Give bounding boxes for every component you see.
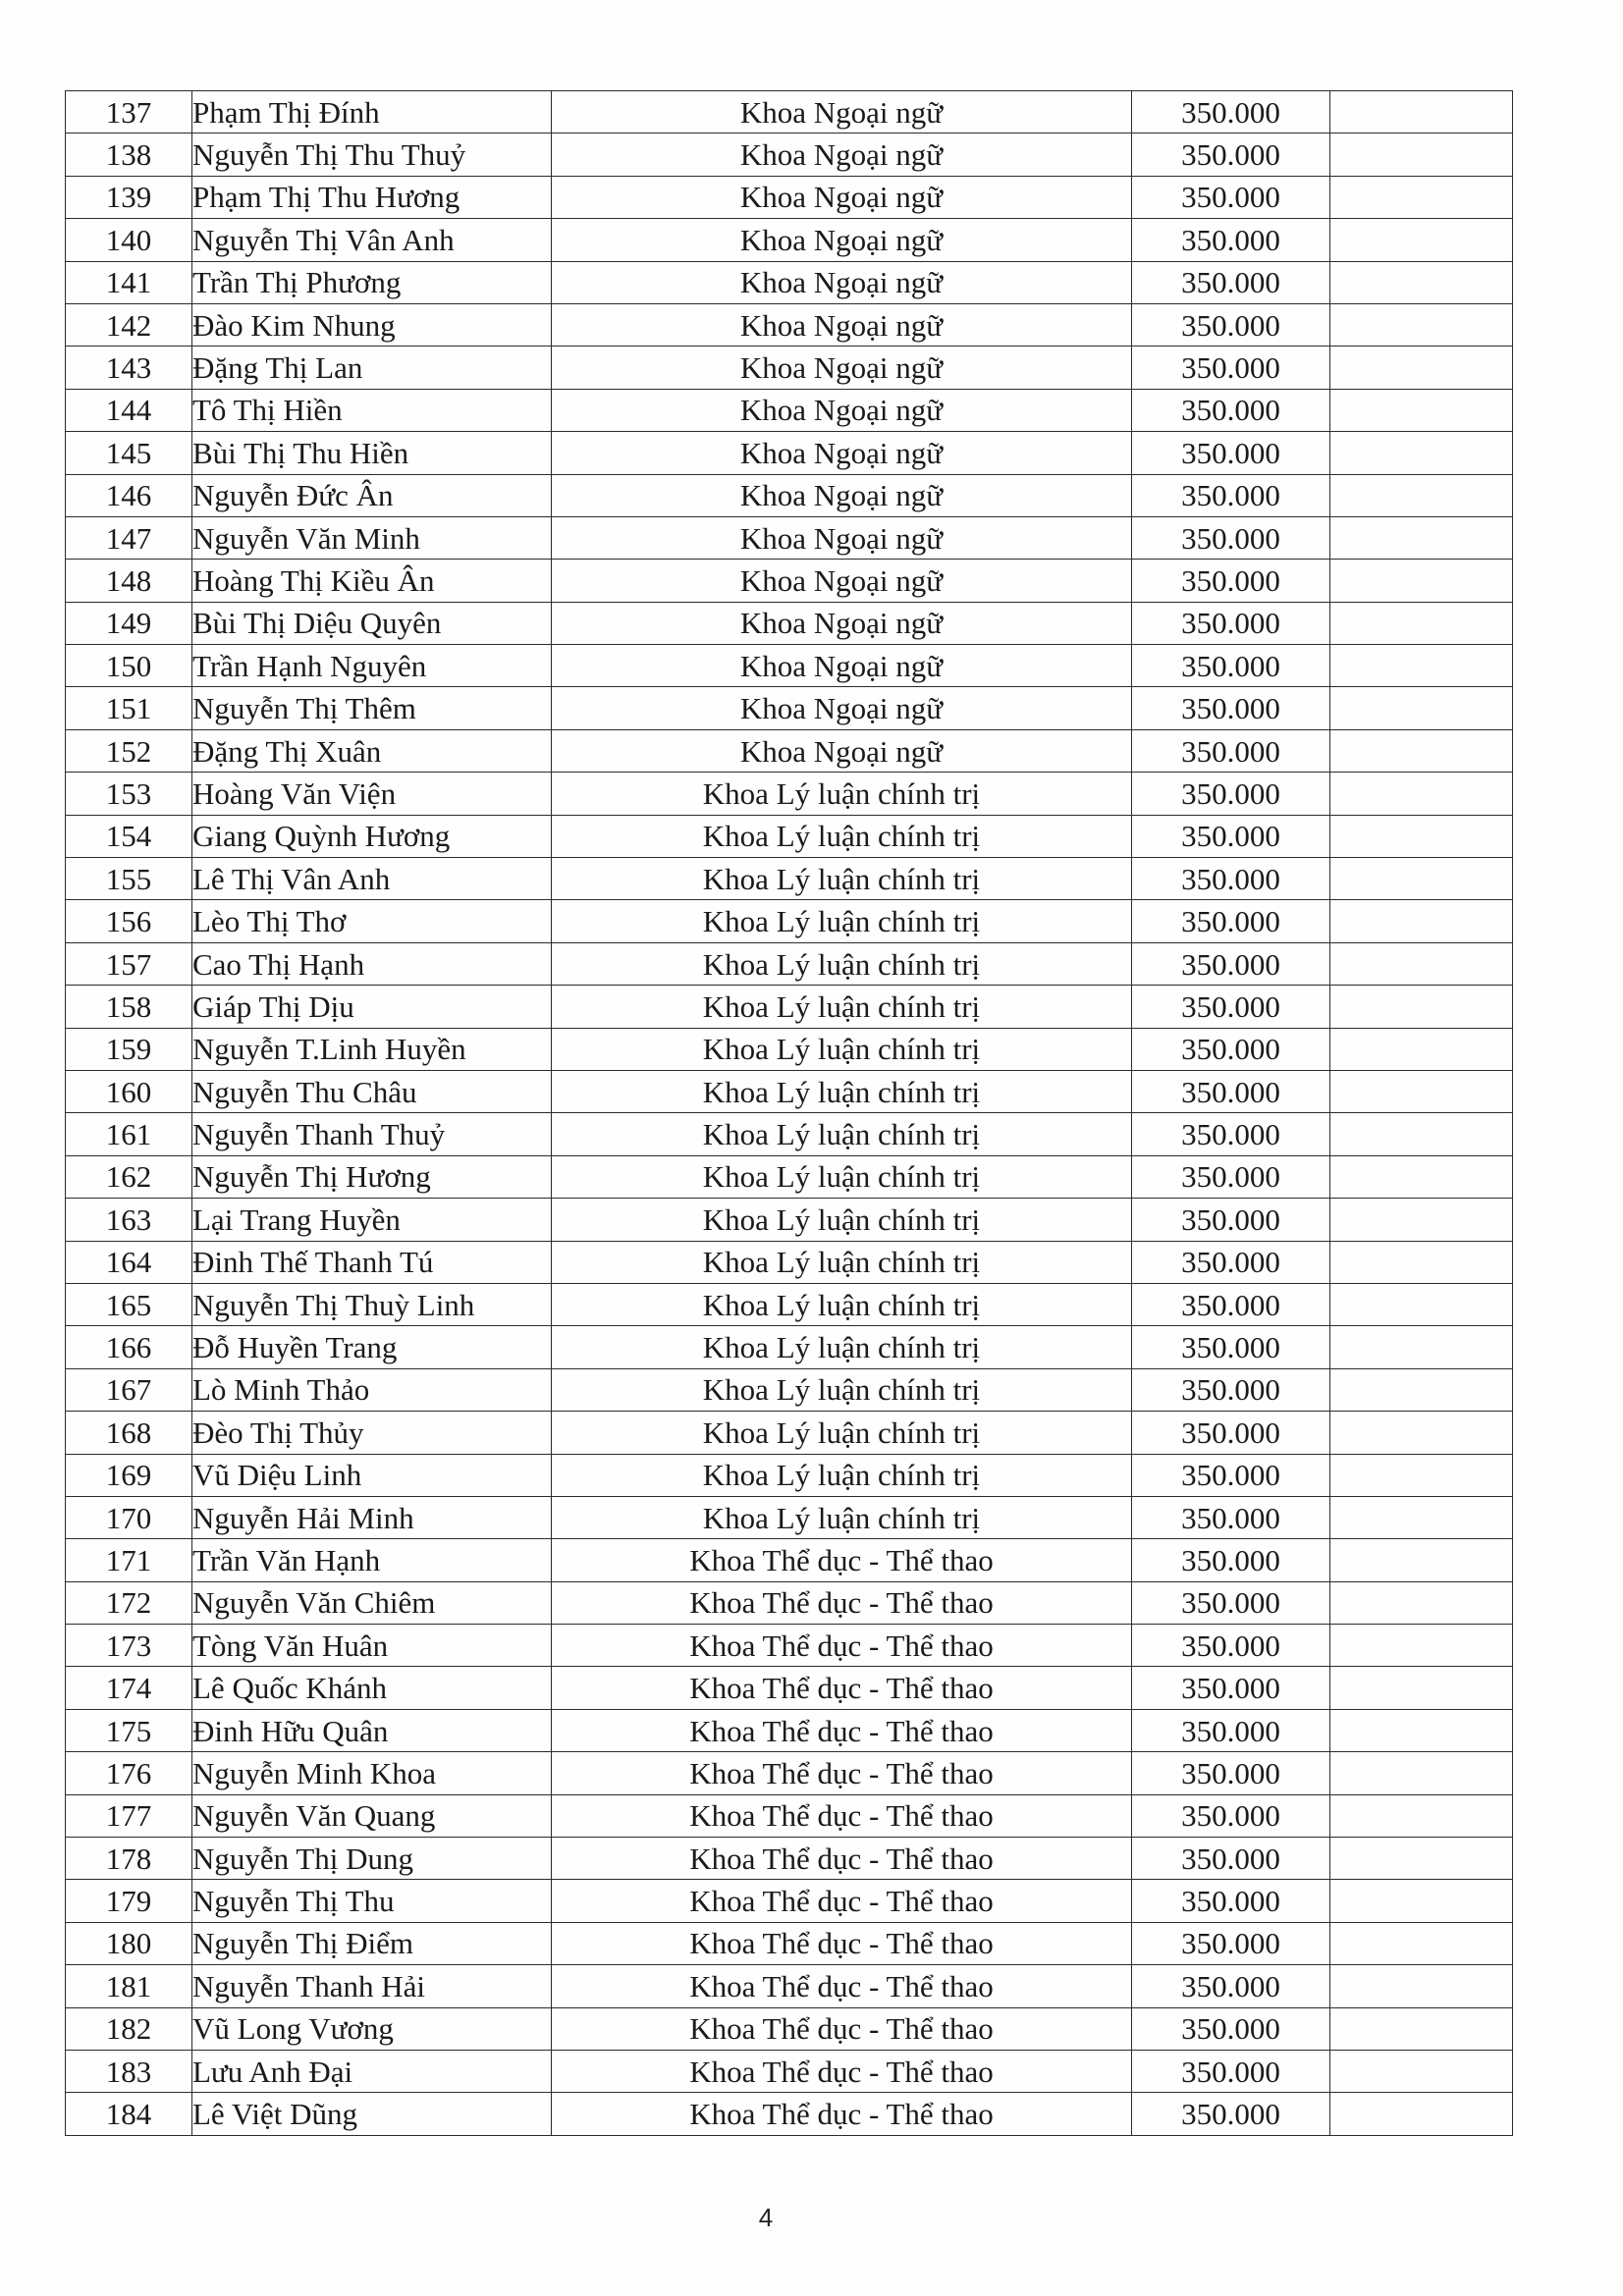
signature-cell bbox=[1330, 303, 1513, 346]
row-number-cell: 144 bbox=[66, 389, 192, 431]
row-number-cell: 147 bbox=[66, 516, 192, 559]
signature-cell bbox=[1330, 1667, 1513, 1709]
amount-cell: 350.000 bbox=[1132, 91, 1330, 133]
table-row bbox=[66, 474, 1513, 516]
department-cell: Khoa Thể dục - Thể thao bbox=[552, 2093, 1132, 2135]
department-cell: Khoa Thể dục - Thể thao bbox=[552, 1838, 1132, 1880]
amount-cell: 350.000 bbox=[1132, 1581, 1330, 1624]
department-cell: Khoa Lý luận chính trị bbox=[552, 942, 1132, 985]
row-number-cell: 175 bbox=[66, 1709, 192, 1751]
row-number-cell: 156 bbox=[66, 900, 192, 942]
table-row bbox=[66, 1581, 1513, 1624]
table-row bbox=[66, 1880, 1513, 1922]
row-number-cell: 165 bbox=[66, 1283, 192, 1325]
table-row bbox=[66, 1326, 1513, 1368]
staff-name-cell: Lại Trang Huyền bbox=[192, 1199, 552, 1241]
department-cell: Khoa Thể dục - Thể thao bbox=[552, 1581, 1132, 1624]
row-number-cell: 139 bbox=[66, 176, 192, 218]
amount-cell: 350.000 bbox=[1132, 176, 1330, 218]
signature-cell bbox=[1330, 2093, 1513, 2135]
row-number-cell: 181 bbox=[66, 1965, 192, 2007]
table-row bbox=[66, 347, 1513, 389]
table-row bbox=[66, 815, 1513, 857]
amount-cell: 350.000 bbox=[1132, 219, 1330, 261]
signature-cell bbox=[1330, 474, 1513, 516]
amount-cell: 350.000 bbox=[1132, 815, 1330, 857]
staff-name-cell: Đinh Thế Thanh Tú bbox=[192, 1241, 552, 1283]
amount-cell: 350.000 bbox=[1132, 560, 1330, 602]
table-row bbox=[66, 1368, 1513, 1411]
staff-name-cell: Đào Kim Nhung bbox=[192, 303, 552, 346]
table-row bbox=[66, 1709, 1513, 1751]
department-cell: Khoa Ngoại ngữ bbox=[552, 347, 1132, 389]
staff-name-cell: Vũ Long Vương bbox=[192, 2007, 552, 2050]
row-number-cell: 177 bbox=[66, 1794, 192, 1837]
staff-name-cell: Đặng Thị Lan bbox=[192, 347, 552, 389]
row-number-cell: 149 bbox=[66, 602, 192, 644]
department-cell: Khoa Lý luận chính trị bbox=[552, 1454, 1132, 1496]
department-cell: Khoa Ngoại ngữ bbox=[552, 219, 1132, 261]
amount-cell: 350.000 bbox=[1132, 1922, 1330, 1964]
department-cell: Khoa Lý luận chính trị bbox=[552, 773, 1132, 815]
department-cell: Khoa Lý luận chính trị bbox=[552, 1412, 1132, 1454]
staff-name-cell: Đinh Hữu Quân bbox=[192, 1709, 552, 1751]
amount-cell: 350.000 bbox=[1132, 347, 1330, 389]
department-cell: Khoa Lý luận chính trị bbox=[552, 900, 1132, 942]
row-number-cell: 152 bbox=[66, 729, 192, 772]
staff-name-cell: Vũ Diệu Linh bbox=[192, 1454, 552, 1496]
staff-name-cell: Nguyễn Thị Thu Thuỷ bbox=[192, 133, 552, 176]
department-cell: Khoa Lý luận chính trị bbox=[552, 1368, 1132, 1411]
table-row bbox=[66, 1752, 1513, 1794]
table-row bbox=[66, 560, 1513, 602]
signature-cell bbox=[1330, 602, 1513, 644]
amount-cell: 350.000 bbox=[1132, 858, 1330, 900]
table-row bbox=[66, 858, 1513, 900]
table-row bbox=[66, 389, 1513, 431]
department-cell: Khoa Lý luận chính trị bbox=[552, 1028, 1132, 1070]
amount-cell: 350.000 bbox=[1132, 1454, 1330, 1496]
signature-cell bbox=[1330, 1199, 1513, 1241]
row-number-cell: 158 bbox=[66, 986, 192, 1028]
signature-cell bbox=[1330, 645, 1513, 687]
signature-cell bbox=[1330, 389, 1513, 431]
row-number-cell: 145 bbox=[66, 432, 192, 474]
department-cell: Khoa Ngoại ngữ bbox=[552, 474, 1132, 516]
staff-name-cell: Nguyễn Văn Quang bbox=[192, 1794, 552, 1837]
staff-name-cell: Bùi Thị Thu Hiền bbox=[192, 432, 552, 474]
amount-cell: 350.000 bbox=[1132, 1965, 1330, 2007]
amount-cell: 350.000 bbox=[1132, 1539, 1330, 1581]
signature-cell bbox=[1330, 1838, 1513, 1880]
page-number: 4 bbox=[758, 2203, 774, 2232]
signature-cell bbox=[1330, 1922, 1513, 1964]
signature-cell bbox=[1330, 1113, 1513, 1155]
signature-cell bbox=[1330, 729, 1513, 772]
table-row bbox=[66, 1794, 1513, 1837]
table-row bbox=[66, 645, 1513, 687]
amount-cell: 350.000 bbox=[1132, 773, 1330, 815]
amount-cell: 350.000 bbox=[1132, 2093, 1330, 2135]
table-row bbox=[66, 1241, 1513, 1283]
department-cell: Khoa Ngoại ngữ bbox=[552, 389, 1132, 431]
staff-name-cell: Nguyễn Thanh Thuỷ bbox=[192, 1113, 552, 1155]
staff-name-cell: Lê Quốc Khánh bbox=[192, 1667, 552, 1709]
department-cell: Khoa Thể dục - Thể thao bbox=[552, 1965, 1132, 2007]
row-number-cell: 176 bbox=[66, 1752, 192, 1794]
table-row bbox=[66, 91, 1513, 133]
row-number-cell: 155 bbox=[66, 858, 192, 900]
department-cell: Khoa Thể dục - Thể thao bbox=[552, 2050, 1132, 2092]
staff-name-cell: Bùi Thị Diệu Quyên bbox=[192, 602, 552, 644]
signature-cell bbox=[1330, 516, 1513, 559]
staff-name-cell: Nguyễn Văn Minh bbox=[192, 516, 552, 559]
signature-cell bbox=[1330, 176, 1513, 218]
table-row bbox=[66, 432, 1513, 474]
row-number-cell: 169 bbox=[66, 1454, 192, 1496]
staff-name-cell: Giáp Thị Dịu bbox=[192, 986, 552, 1028]
table-row bbox=[66, 687, 1513, 729]
signature-cell bbox=[1330, 1752, 1513, 1794]
staff-name-cell: Nguyễn Thị Thuỳ Linh bbox=[192, 1283, 552, 1325]
signature-cell bbox=[1330, 1709, 1513, 1751]
table-row bbox=[66, 1028, 1513, 1070]
row-number-cell: 170 bbox=[66, 1496, 192, 1538]
signature-cell bbox=[1330, 560, 1513, 602]
staff-name-cell: Lê Thị Vân Anh bbox=[192, 858, 552, 900]
table-row bbox=[66, 516, 1513, 559]
table-row bbox=[66, 1155, 1513, 1198]
row-number-cell: 182 bbox=[66, 2007, 192, 2050]
signature-cell bbox=[1330, 2007, 1513, 2050]
amount-cell: 350.000 bbox=[1132, 645, 1330, 687]
staff-name-cell: Phạm Thị Thu Hương bbox=[192, 176, 552, 218]
signature-cell bbox=[1330, 986, 1513, 1028]
table-row bbox=[66, 942, 1513, 985]
staff-name-cell: Nguyễn T.Linh Huyền bbox=[192, 1028, 552, 1070]
amount-cell: 350.000 bbox=[1132, 1283, 1330, 1325]
staff-name-cell: Nguyễn Thị Thu bbox=[192, 1880, 552, 1922]
signature-cell bbox=[1330, 133, 1513, 176]
table-row bbox=[66, 1496, 1513, 1538]
amount-cell: 350.000 bbox=[1132, 389, 1330, 431]
staff-name-cell: Hoàng Văn Viện bbox=[192, 773, 552, 815]
department-cell: Khoa Thể dục - Thể thao bbox=[552, 1539, 1132, 1581]
signature-cell bbox=[1330, 261, 1513, 303]
row-number-cell: 140 bbox=[66, 219, 192, 261]
amount-cell: 350.000 bbox=[1132, 1028, 1330, 1070]
table-row bbox=[66, 1199, 1513, 1241]
table-row bbox=[66, 1965, 1513, 2007]
row-number-cell: 179 bbox=[66, 1880, 192, 1922]
staff-name-cell: Phạm Thị Đính bbox=[192, 91, 552, 133]
amount-cell: 350.000 bbox=[1132, 261, 1330, 303]
table-row bbox=[66, 1070, 1513, 1112]
department-cell: Khoa Lý luận chính trị bbox=[552, 1199, 1132, 1241]
row-number-cell: 184 bbox=[66, 2093, 192, 2135]
department-cell: Khoa Ngoại ngữ bbox=[552, 303, 1132, 346]
signature-cell bbox=[1330, 219, 1513, 261]
amount-cell: 350.000 bbox=[1132, 1667, 1330, 1709]
department-cell: Khoa Lý luận chính trị bbox=[552, 986, 1132, 1028]
amount-cell: 350.000 bbox=[1132, 1838, 1330, 1880]
staff-name-cell: Lê Việt Dũng bbox=[192, 2093, 552, 2135]
staff-name-cell: Nguyễn Đức Ân bbox=[192, 474, 552, 516]
department-cell: Khoa Lý luận chính trị bbox=[552, 858, 1132, 900]
table-row bbox=[66, 1113, 1513, 1155]
row-number-cell: 150 bbox=[66, 645, 192, 687]
row-number-cell: 163 bbox=[66, 1199, 192, 1241]
table-row bbox=[66, 1539, 1513, 1581]
signature-cell bbox=[1330, 347, 1513, 389]
amount-cell: 350.000 bbox=[1132, 687, 1330, 729]
row-number-cell: 178 bbox=[66, 1838, 192, 1880]
department-cell: Khoa Ngoại ngữ bbox=[552, 602, 1132, 644]
table-row bbox=[66, 1625, 1513, 1667]
row-number-cell: 157 bbox=[66, 942, 192, 985]
amount-cell: 350.000 bbox=[1132, 1412, 1330, 1454]
table-row bbox=[66, 2007, 1513, 2050]
staff-name-cell: Nguyễn Thị Điểm bbox=[192, 1922, 552, 1964]
table-row bbox=[66, 2050, 1513, 2092]
signature-cell bbox=[1330, 91, 1513, 133]
department-cell: Khoa Ngoại ngữ bbox=[552, 687, 1132, 729]
signature-cell bbox=[1330, 1794, 1513, 1837]
amount-cell: 350.000 bbox=[1132, 516, 1330, 559]
signature-cell bbox=[1330, 1368, 1513, 1411]
row-number-cell: 173 bbox=[66, 1625, 192, 1667]
signature-cell bbox=[1330, 1454, 1513, 1496]
signature-cell bbox=[1330, 1625, 1513, 1667]
amount-cell: 350.000 bbox=[1132, 1709, 1330, 1751]
signature-cell bbox=[1330, 1581, 1513, 1624]
department-cell: Khoa Thể dục - Thể thao bbox=[552, 2007, 1132, 2050]
amount-cell: 350.000 bbox=[1132, 133, 1330, 176]
staff-name-cell: Trần Hạnh Nguyên bbox=[192, 645, 552, 687]
amount-cell: 350.000 bbox=[1132, 1794, 1330, 1837]
department-cell: Khoa Ngoại ngữ bbox=[552, 261, 1132, 303]
staff-name-cell: Nguyễn Thị Dung bbox=[192, 1838, 552, 1880]
department-cell: Khoa Lý luận chính trị bbox=[552, 1496, 1132, 1538]
department-cell: Khoa Ngoại ngữ bbox=[552, 645, 1132, 687]
signature-cell bbox=[1330, 1070, 1513, 1112]
row-number-cell: 180 bbox=[66, 1922, 192, 1964]
staff-name-cell: Nguyễn Thị Thêm bbox=[192, 687, 552, 729]
signature-cell bbox=[1330, 1539, 1513, 1581]
department-cell: Khoa Lý luận chính trị bbox=[552, 1113, 1132, 1155]
amount-cell: 350.000 bbox=[1132, 1070, 1330, 1112]
department-cell: Khoa Thể dục - Thể thao bbox=[552, 1922, 1132, 1964]
staff-name-cell: Giang Quỳnh Hương bbox=[192, 815, 552, 857]
table-row bbox=[66, 729, 1513, 772]
amount-cell: 350.000 bbox=[1132, 1496, 1330, 1538]
staff-name-cell: Nguyễn Thanh Hải bbox=[192, 1965, 552, 2007]
row-number-cell: 142 bbox=[66, 303, 192, 346]
row-number-cell: 161 bbox=[66, 1113, 192, 1155]
department-cell: Khoa Lý luận chính trị bbox=[552, 1155, 1132, 1198]
table-row bbox=[66, 602, 1513, 644]
row-number-cell: 148 bbox=[66, 560, 192, 602]
staff-name-cell: Tòng Văn Huân bbox=[192, 1625, 552, 1667]
row-number-cell: 141 bbox=[66, 261, 192, 303]
signature-cell bbox=[1330, 432, 1513, 474]
row-number-cell: 168 bbox=[66, 1412, 192, 1454]
table-row bbox=[66, 133, 1513, 176]
amount-cell: 350.000 bbox=[1132, 1241, 1330, 1283]
staff-name-cell: Nguyễn Thu Châu bbox=[192, 1070, 552, 1112]
table-row bbox=[66, 1667, 1513, 1709]
amount-cell: 350.000 bbox=[1132, 2007, 1330, 2050]
signature-cell bbox=[1330, 858, 1513, 900]
amount-cell: 350.000 bbox=[1132, 1752, 1330, 1794]
row-number-cell: 183 bbox=[66, 2050, 192, 2092]
signature-cell bbox=[1330, 1241, 1513, 1283]
row-number-cell: 138 bbox=[66, 133, 192, 176]
row-number-cell: 172 bbox=[66, 1581, 192, 1624]
department-cell: Khoa Ngoại ngữ bbox=[552, 729, 1132, 772]
department-cell: Khoa Thể dục - Thể thao bbox=[552, 1667, 1132, 1709]
signature-cell bbox=[1330, 1155, 1513, 1198]
row-number-cell: 137 bbox=[66, 91, 192, 133]
department-cell: Khoa Thể dục - Thể thao bbox=[552, 1794, 1132, 1837]
table-row bbox=[66, 900, 1513, 942]
staff-name-cell: Nguyễn Thị Vân Anh bbox=[192, 219, 552, 261]
staff-name-cell: Cao Thị Hạnh bbox=[192, 942, 552, 985]
row-number-cell: 162 bbox=[66, 1155, 192, 1198]
table-row bbox=[66, 1838, 1513, 1880]
signature-cell bbox=[1330, 1965, 1513, 2007]
amount-cell: 350.000 bbox=[1132, 942, 1330, 985]
staff-name-cell: Tô Thị Hiền bbox=[192, 389, 552, 431]
staff-name-cell: Nguyễn Minh Khoa bbox=[192, 1752, 552, 1794]
row-number-cell: 159 bbox=[66, 1028, 192, 1070]
department-cell: Khoa Lý luận chính trị bbox=[552, 1241, 1132, 1283]
row-number-cell: 151 bbox=[66, 687, 192, 729]
department-cell: Khoa Lý luận chính trị bbox=[552, 815, 1132, 857]
row-number-cell: 174 bbox=[66, 1667, 192, 1709]
amount-cell: 350.000 bbox=[1132, 303, 1330, 346]
amount-cell: 350.000 bbox=[1132, 1880, 1330, 1922]
signature-cell bbox=[1330, 815, 1513, 857]
table-row bbox=[66, 1283, 1513, 1325]
staff-name-cell: Nguyễn Thị Hương bbox=[192, 1155, 552, 1198]
amount-cell: 350.000 bbox=[1132, 602, 1330, 644]
staff-name-cell: Nguyễn Văn Chiêm bbox=[192, 1581, 552, 1624]
amount-cell: 350.000 bbox=[1132, 1113, 1330, 1155]
department-cell: Khoa Ngoại ngữ bbox=[552, 432, 1132, 474]
department-cell: Khoa Lý luận chính trị bbox=[552, 1326, 1132, 1368]
amount-cell: 350.000 bbox=[1132, 1155, 1330, 1198]
table-row bbox=[66, 1454, 1513, 1496]
row-number-cell: 171 bbox=[66, 1539, 192, 1581]
row-number-cell: 164 bbox=[66, 1241, 192, 1283]
department-cell: Khoa Ngoại ngữ bbox=[552, 560, 1132, 602]
table-row bbox=[66, 1412, 1513, 1454]
department-cell: Khoa Thể dục - Thể thao bbox=[552, 1880, 1132, 1922]
department-cell: Khoa Lý luận chính trị bbox=[552, 1283, 1132, 1325]
department-cell: Khoa Lý luận chính trị bbox=[552, 1070, 1132, 1112]
signature-cell bbox=[1330, 2050, 1513, 2092]
payment-list-table bbox=[65, 90, 1513, 2136]
signature-cell bbox=[1330, 1880, 1513, 1922]
staff-name-cell: Đỗ Huyền Trang bbox=[192, 1326, 552, 1368]
staff-name-cell: Lưu Anh Đại bbox=[192, 2050, 552, 2092]
signature-cell bbox=[1330, 1283, 1513, 1325]
row-number-cell: 143 bbox=[66, 347, 192, 389]
amount-cell: 350.000 bbox=[1132, 1199, 1330, 1241]
department-cell: Khoa Ngoại ngữ bbox=[552, 176, 1132, 218]
staff-name-cell: Lò Minh Thảo bbox=[192, 1368, 552, 1411]
table-body bbox=[66, 91, 1513, 2136]
staff-name-cell: Đèo Thị Thủy bbox=[192, 1412, 552, 1454]
row-number-cell: 146 bbox=[66, 474, 192, 516]
amount-cell: 350.000 bbox=[1132, 1368, 1330, 1411]
table-row bbox=[66, 219, 1513, 261]
signature-cell bbox=[1330, 687, 1513, 729]
amount-cell: 350.000 bbox=[1132, 432, 1330, 474]
table-row bbox=[66, 176, 1513, 218]
signature-cell bbox=[1330, 1028, 1513, 1070]
table-row bbox=[66, 986, 1513, 1028]
staff-name-cell: Trần Văn Hạnh bbox=[192, 1539, 552, 1581]
department-cell: Khoa Thể dục - Thể thao bbox=[552, 1709, 1132, 1751]
amount-cell: 350.000 bbox=[1132, 474, 1330, 516]
row-number-cell: 153 bbox=[66, 773, 192, 815]
signature-cell bbox=[1330, 1412, 1513, 1454]
staff-name-cell: Nguyễn Hải Minh bbox=[192, 1496, 552, 1538]
signature-cell bbox=[1330, 1326, 1513, 1368]
staff-name-cell: Lèo Thị Thơ bbox=[192, 900, 552, 942]
table-row bbox=[66, 261, 1513, 303]
amount-cell: 350.000 bbox=[1132, 729, 1330, 772]
signature-cell bbox=[1330, 942, 1513, 985]
amount-cell: 350.000 bbox=[1132, 986, 1330, 1028]
row-number-cell: 167 bbox=[66, 1368, 192, 1411]
department-cell: Khoa Thể dục - Thể thao bbox=[552, 1625, 1132, 1667]
signature-cell bbox=[1330, 900, 1513, 942]
department-cell: Khoa Thể dục - Thể thao bbox=[552, 1752, 1132, 1794]
table-row bbox=[66, 303, 1513, 346]
signature-cell bbox=[1330, 1496, 1513, 1538]
staff-name-cell: Hoàng Thị Kiều Ân bbox=[192, 560, 552, 602]
amount-cell: 350.000 bbox=[1132, 1326, 1330, 1368]
amount-cell: 350.000 bbox=[1132, 1625, 1330, 1667]
staff-name-cell: Đặng Thị Xuân bbox=[192, 729, 552, 772]
signature-cell bbox=[1330, 773, 1513, 815]
department-cell: Khoa Ngoại ngữ bbox=[552, 516, 1132, 559]
amount-cell: 350.000 bbox=[1132, 2050, 1330, 2092]
staff-name-cell: Trần Thị Phương bbox=[192, 261, 552, 303]
department-cell: Khoa Ngoại ngữ bbox=[552, 133, 1132, 176]
row-number-cell: 154 bbox=[66, 815, 192, 857]
row-number-cell: 160 bbox=[66, 1070, 192, 1112]
row-number-cell: 166 bbox=[66, 1326, 192, 1368]
table-row bbox=[66, 2093, 1513, 2135]
amount-cell: 350.000 bbox=[1132, 900, 1330, 942]
table-row bbox=[66, 1922, 1513, 1964]
department-cell: Khoa Ngoại ngữ bbox=[552, 91, 1132, 133]
table-row bbox=[66, 773, 1513, 815]
